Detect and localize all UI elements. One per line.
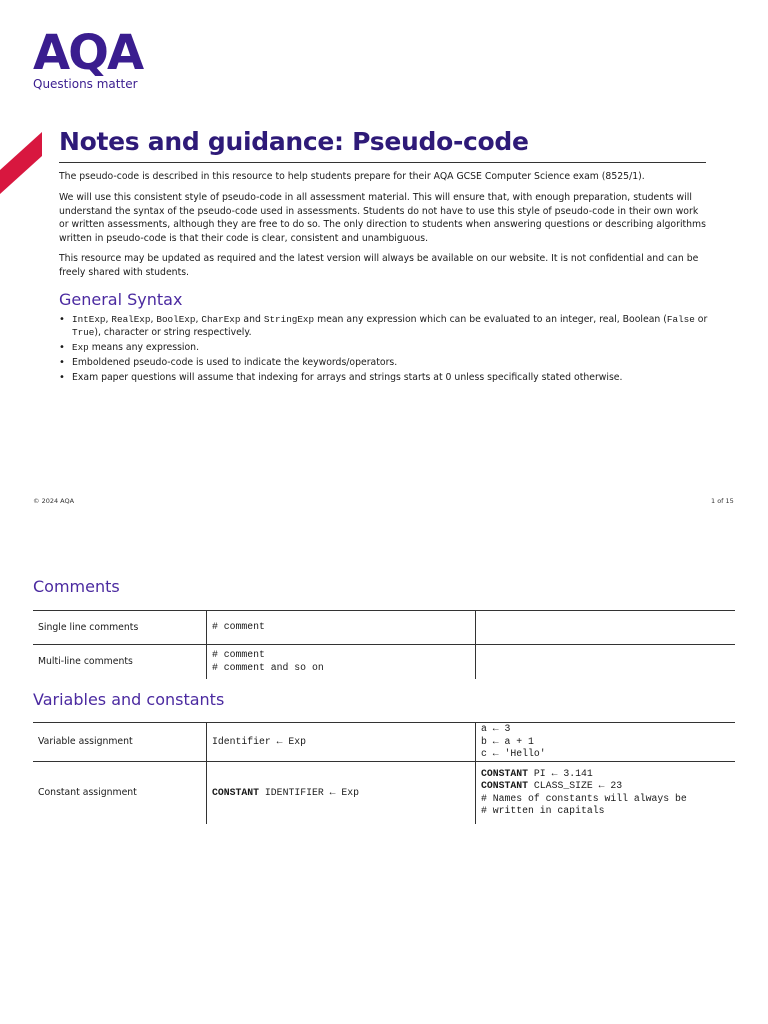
- syntax-cell: # comment # comment and so on: [212, 649, 324, 673]
- table-row: [33, 761, 735, 824]
- variables-heading: Variables and constants: [33, 690, 225, 709]
- table-row: [33, 645, 735, 679]
- example-cell: a ← 3 b ← a + 1 c ← 'Hello': [481, 723, 546, 759]
- general-syntax-heading: General Syntax: [59, 290, 183, 309]
- table-row: [33, 723, 735, 762]
- row-label: Constant assignment: [33, 761, 207, 824]
- logo-wordmark: AQA: [33, 25, 143, 81]
- syntax-cell: CONSTANT IDENTIFIER ← Exp: [212, 786, 359, 798]
- intro-paragraph-3: This resource may be updated as required and the latest version will always be available on our website. It is not confidential and can be freely shared with students.: [59, 253, 699, 278]
- list-item: • Exp means any expression.: [59, 341, 719, 354]
- intro-paragraph-1: The pseudo-code is described in this resource to help students prepare for their AQA GCSE Computer Science exam (8525/1).: [59, 171, 645, 182]
- syntax-cell: Identifier ← Exp: [212, 735, 307, 747]
- list-item: • Exam paper questions will assume that indexing for arrays and strings starts at 0 unless specifically stated otherwise.: [59, 371, 719, 384]
- list-item: • Emboldened pseudo-code is used to indicate the keywords/operators.: [59, 356, 719, 369]
- title-divider: [59, 162, 706, 163]
- keyword: CONSTANT: [481, 780, 529, 792]
- footer-copyright: © 2024 AQA: [33, 497, 75, 505]
- logo-tagline: Questions matter: [33, 77, 138, 91]
- comments-heading: Comments: [33, 577, 120, 596]
- row-label: Variable assignment: [33, 723, 207, 762]
- row-label: Single line comments: [33, 611, 207, 645]
- red-ribbon-decoration: [0, 132, 44, 194]
- aqa-logo: [33, 25, 143, 91]
- general-syntax-list: [59, 313, 719, 385]
- keyword: CONSTANT: [212, 786, 260, 798]
- footer-page-number: 1 of 15: [711, 497, 734, 505]
- variables-table: [33, 722, 735, 824]
- example-cell: CONSTANT PI ← 3.141 CONSTANT CLASS_SIZE ← 23 # Names of constants will always be # written in capitals: [481, 767, 687, 817]
- intro-paragraph-2: We will use this consistent style of pseudo-code in all assessment material. This will ensure that, with enough preparation, students will understand the syntax of the pseudo-code used in assessments. Students do not have to use this style of pseudo-code in their own work or written assessments, although they are free to do so. The only direction to students when answering questions or describing algorithms written in pseudo-code is that their code is clear, consistent and unambiguous.: [59, 192, 706, 244]
- comments-table: [33, 610, 735, 679]
- list-item: • IntExp, RealExp, BoolExp, CharExp and StringExp mean any expression which can be evaluated to an integer, real, Boolean (False or True), character or string respectively.: [59, 313, 719, 340]
- keyword: CONSTANT: [481, 767, 529, 779]
- page-title: Notes and guidance: Pseudo-code: [59, 127, 529, 156]
- table-row: [33, 611, 735, 645]
- syntax-cell: # comment: [212, 621, 265, 633]
- row-label: Multi-line comments: [33, 645, 207, 679]
